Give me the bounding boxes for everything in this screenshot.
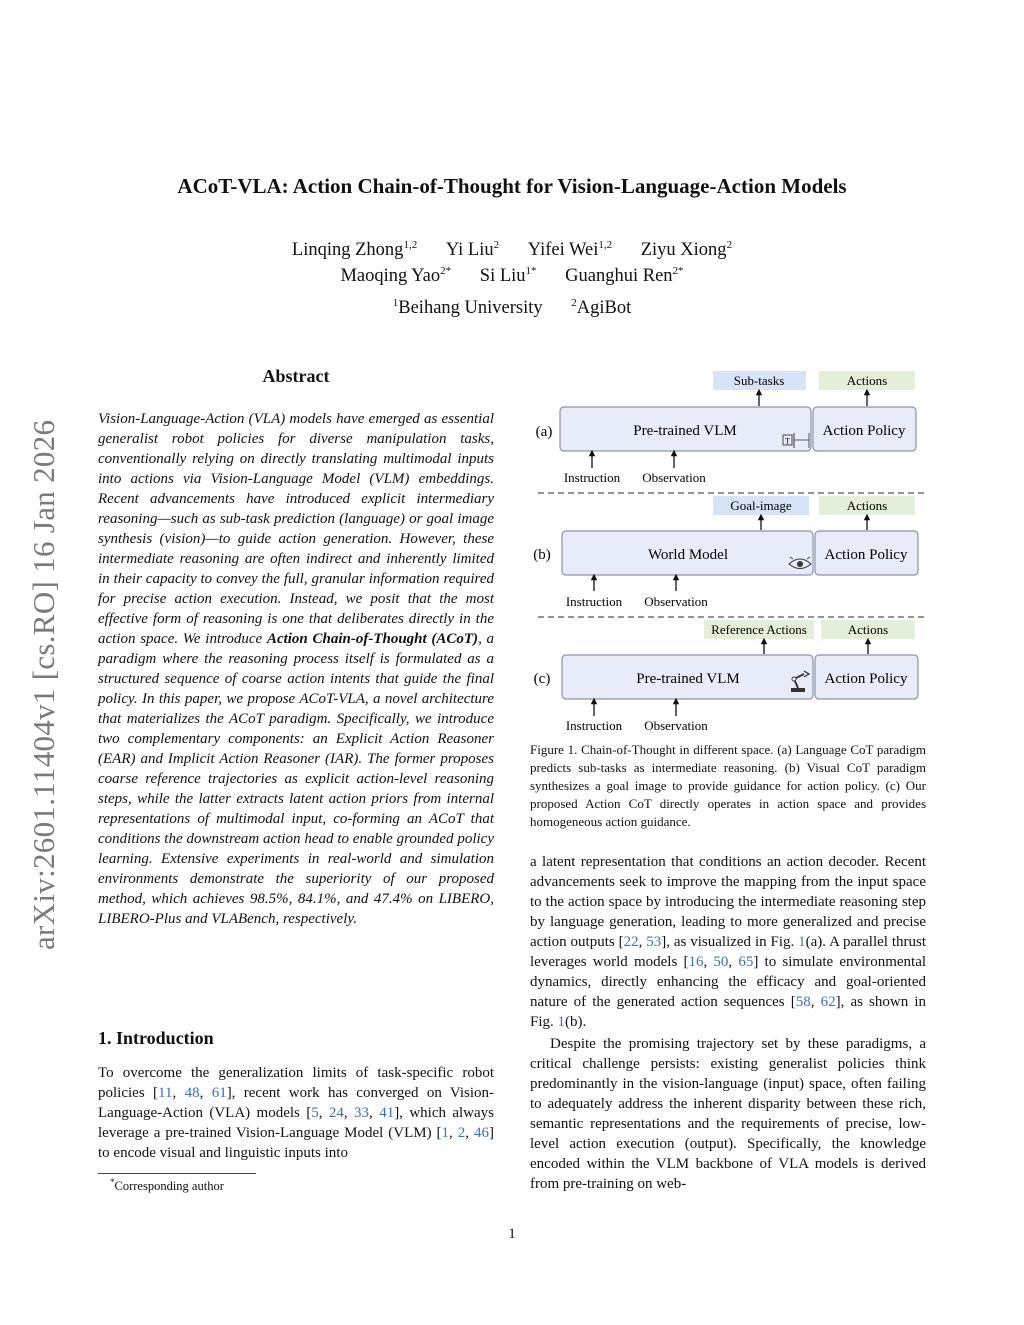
author: Si Liu$^{1*}$ xyxy=(479,265,537,287)
figure-link[interactable]: 1 xyxy=(557,1014,566,1030)
citation-link[interactable]: 41 xyxy=(379,1105,395,1121)
figure-1-diagram xyxy=(528,368,928,738)
action-policy-label: Action Policy xyxy=(824,671,908,687)
citation-link[interactable]: 2 xyxy=(457,1125,466,1141)
author: Yifei Wei$^{1,2}$ xyxy=(527,239,613,261)
figure-link[interactable]: 1 xyxy=(798,934,806,950)
arxiv-identifier: arXiv:2601.11404v1 [cs.RO] 16 Jan 2026 xyxy=(26,419,61,950)
paper-title: ACoT-VLA: Action Chain-of-Thought for Vision-Language-Action Models xyxy=(177,174,847,198)
citation-link[interactable]: 11 xyxy=(158,1085,173,1101)
author: Maoqing Yao$^{2*}$ xyxy=(340,265,452,287)
citation-link[interactable]: 58 xyxy=(795,994,811,1010)
right-column-paragraph-1: a latent representation that conditions an action decoder. Recent advancements seek to improve the mapping from the input space to the action space by introducing the intermediate reasoning step by language generation, leading to more generalized and precise action outputs [22, 53], as visualized in Fig. 1(a). A parallel thrust leverages world models [16, 50, 65] to simulate environmental dynamics, directly enhancing the efficacy and goal-oriented nature of the generated action sequences [58, 62], as shown in Fig. 1(b). xyxy=(530,854,927,1030)
citation-link[interactable]: 1 xyxy=(441,1125,450,1141)
footnote: *Corresponding author xyxy=(110,1177,224,1194)
actions-label: Actions xyxy=(847,622,889,637)
vlm-label: Pre-trained VLM xyxy=(636,671,740,687)
actions-label: Actions xyxy=(846,373,888,388)
reference-actions-label: Reference Actions xyxy=(711,622,807,637)
citation-link[interactable]: 61 xyxy=(211,1085,227,1101)
citation-link[interactable]: 62 xyxy=(820,994,836,1010)
figure-1-caption: Figure 1. Chain-of-Thought in different space. (a) Language CoT paradigm predicts sub-tasks as intermediate reasoning. (b) Visual CoT paradigm synthesizes a goal image to provide guidance for action policy. (c) Our proposed Action CoT directly operates in action space and provides homogeneous action guidance. xyxy=(530,742,926,829)
abstract-bold: Action Chain-of-Thought (ACoT) xyxy=(266,631,479,647)
citation-link[interactable]: 46 xyxy=(474,1125,490,1141)
authors-line-2 xyxy=(0,265,1024,287)
abstract-heading: Abstract xyxy=(262,366,330,386)
citation-link[interactable]: 53 xyxy=(646,934,662,950)
observation-label: Observation xyxy=(644,594,708,609)
instruction-label: Instruction xyxy=(565,594,623,609)
citation-link[interactable]: 5 xyxy=(311,1105,319,1121)
citation-link[interactable]: 24 xyxy=(328,1105,344,1121)
row-label-a: (a) xyxy=(535,424,553,440)
author: Ziyu Xiong$^2$ xyxy=(640,239,733,261)
action-policy-label: Action Policy xyxy=(824,547,908,563)
footnote-rule xyxy=(98,1173,256,1174)
world-model-label: World Model xyxy=(647,547,729,563)
instruction-label: Instruction xyxy=(565,718,623,733)
actions-label: Actions xyxy=(846,498,888,513)
author: Yi Liu$^2$ xyxy=(445,239,500,261)
affiliation: $^1$Beihang University xyxy=(392,297,543,319)
subtasks-label: Sub-tasks xyxy=(733,373,785,388)
abstract-body: Vision-Language-Action (VLA) models have emerged as essential generalist robot policies for diverse manipulation tasks, conventionally relying on directly translating multimodal inputs into actions via Vision-Language Model (VLM) embeddings. Recent advancements have introduced explicit intermediary reasoning—such as sub-task prediction (language) or goal image synthesis (vision)—to guide action generation. However, these intermediate reasoning are often indirect and inherently limited in their capacity to convey the full, granular information required for precise action execution. Instead, we posit that the most effective form of reasoning is one that deliberates directly in the action space. We introduce Action Chain-of-Thought (ACoT), a paradigm where the reasoning process itself is formulated as a structured sequence of coarse action intents that guide the final policy. In this paper, we propose ACoT-VLA, a novel architecture that materializes the ACoT paradigm. Specifically, we introduce two complementary components: an Explicit Action Reasoner (EAR) and Implicit Action Reasoner (IAR). The former proposes coarse reference trajectories as explicit action-level reasoning steps, while the latter extracts latent action priors from internal representations of multimodal input, co-forming an ACoT that conditions the downstream action head to enable grounded policy learning. Extensive experiments in real-world and simulation environments demonstrate the superiority of our proposed method, which achieves 98.5%, 84.1%, and 47.4% on LIBERO, LIBERO-Plus and VLABench, respectively. xyxy=(98,411,495,927)
affiliation: $^2$AgiBot xyxy=(571,297,632,319)
observation-label: Observation xyxy=(642,470,706,485)
authors-line-1 xyxy=(0,239,1024,261)
vlm-label: Pre-trained VLM xyxy=(633,423,737,439)
observation-label: Observation xyxy=(644,718,708,733)
figure-row-a xyxy=(536,371,916,485)
citation-link[interactable]: 22 xyxy=(623,934,639,950)
instruction-label: Instruction xyxy=(563,470,621,485)
figure-row-b xyxy=(533,496,918,609)
introduction-text: To overcome the generalization limits of task-specific robot policies [11, 48, 61], recent work has converged on Vision-Language-Action (VLA) models [5, 24, 33, 41], which always leverage a pre-trained Vision-Language Model (VLM) [1, 2, 46] to encode visual and linguistic inputs into xyxy=(98,1065,495,1161)
citation-link[interactable]: 65 xyxy=(738,954,754,970)
affiliations xyxy=(0,297,1024,319)
citation-link[interactable]: 50 xyxy=(713,954,729,970)
svg-text:T: T xyxy=(785,436,790,446)
section-heading-introduction: 1. Introduction xyxy=(98,1028,214,1048)
row-label-b: (b) xyxy=(533,547,551,563)
author: Guanghui Ren$^{2*}$ xyxy=(565,265,684,287)
citation-link[interactable]: 33 xyxy=(354,1105,370,1121)
citation-link[interactable]: 48 xyxy=(184,1085,200,1101)
author: Linqing Zhong$^{1,2}$ xyxy=(291,239,418,261)
page-number: 1 xyxy=(508,1226,516,1242)
right-column-paragraph-2: Despite the promising trajectory set by these paradigms, a critical challenge persists: existing generalist policies think predominantly in the vision-language (input) space, often failing to adequately address the inherent disparity between these rich, semantic representations and the requirements of precise, low-level action execution (output). Specifically, the knowledge encoded within the VLM backbone of VLA models is derived from pre-training on web- xyxy=(530,1036,926,1192)
figure-row-c xyxy=(534,620,918,733)
citation-link[interactable]: 16 xyxy=(688,954,704,970)
action-policy-label: Action Policy xyxy=(822,423,906,439)
row-label-c: (c) xyxy=(533,671,551,687)
goal-image-label: Goal-image xyxy=(730,498,792,513)
